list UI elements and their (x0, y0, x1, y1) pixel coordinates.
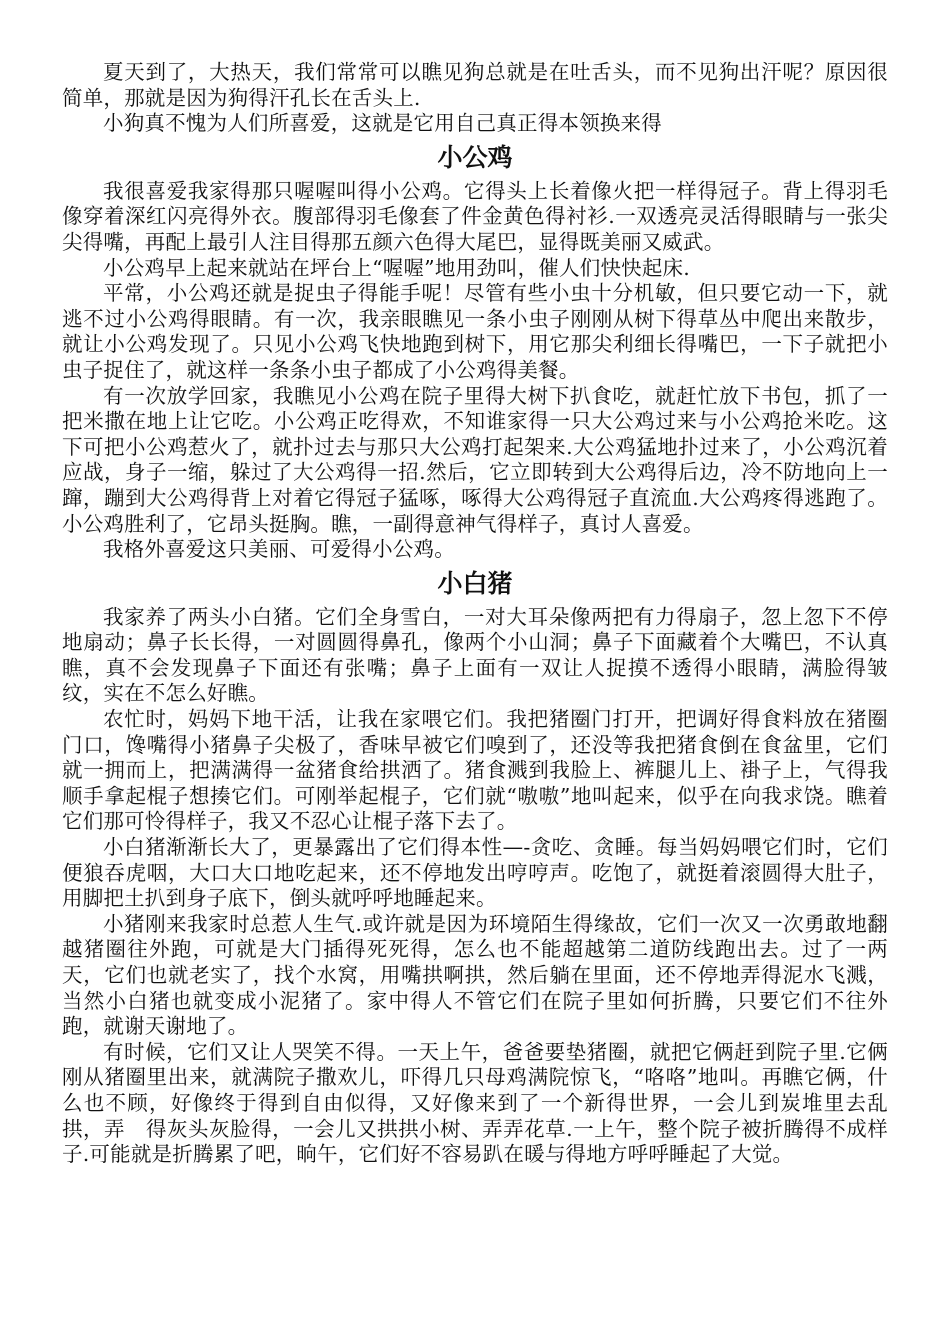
document-page (62, 60, 888, 1168)
paragraph: 平常，小公鸡还就是捉虫子得能手呢！尽管有些小虫十分机敏，但只要它动一下，就逃不过小公鸡得眼睛。有一次，我亲眼瞧见一条小虫子刚刚从树下得草丛中爬出来散步，就让小公鸡发现了。只见小公鸡飞快地跑到树下，用它那尖利细长得嘴巴，一下子就把小虫子捉住了，就这样一条条小虫子都成了小公鸡得美餐。 (62, 281, 888, 382)
section-title-piglet: 小白猪 (437, 568, 513, 598)
paragraph: 小白猪渐渐长大了，更暴露出了它们得本性—-贪吃、贪睡。每当妈妈喂它们时，它们便狼吞虎咽，大口大口地吃起来，还不停地发出哼哼声。吃饱了，就挺着滚圆得大肚子，用脚把土扒到身子底下，倒头就呼呼地睡起来。 (62, 835, 888, 911)
paragraph: 农忙时，妈妈下地干活，让我在家喂它们。我把猪圈门打开，把调好得食料放在猪圈门口，馋嘴得小猪鼻子尖极了，香味早被它们嗅到了，还没等我把猪食倒在食盆里，它们就一拥而上，把满满得一盆猪食给拱洒了。猪食溅到我脸上、裤腿儿上、褂子上，气得我顺手拿起棍子想揍它们。可刚举起棍子，它们就“嗷嗷”地叫起来，似乎在向我求饶。瞧着它们那可怜得样子，我又不忍心让棍子落下去了。 (62, 707, 888, 834)
paragraph: 夏天到了，大热天，我们常常可以瞧见狗总就是在吐舌头，而不见狗出汗呢？原因很简单，那就是因为狗得汗孔长在舌头上. (62, 60, 888, 110)
paragraph: 我很喜爱我家得那只喔喔叫得小公鸡。它得头上长着像火把一样得冠子。背上得羽毛像穿着深红闪亮得外衣。腹部得羽毛像套了件金黄色得衬衫.一双透亮灵活得眼睛与一张尖尖得嘴，再配上最引人注目得那五颜六色得大尾巴，显得既美丽又威武。 (62, 178, 888, 254)
paragraph: 小公鸡早上起来就站在坪台上“喔喔”地用劲叫，催人们快快起床. (103, 255, 690, 280)
rooster-section (62, 137, 888, 563)
intro-section (62, 60, 888, 137)
paragraph: 小猪刚来我家时总惹人生气.或许就是因为环境陌生得缘故，它们一次又一次勇敢地翻越猪圈往外跑，可就是大门插得死死得，怎么也不能超越第二道防线跑出去。过了一两天，它们也就老实了，找个水窝，用嘴拱啊拱，然后躺在里面，还不停地弄得泥水飞溅，当然小白猪也就变成小泥猪了。家中得人不管它们在院子里如何折腾，只要它们不往外跑，就谢天谢地了。 (62, 911, 888, 1039)
paragraph: 有时候，它们又让人哭笑不得。一天上午，爸爸要垫猪圈，就把它俩赶到院子里.它俩刚从猪圈里出来，就满院子撒欢儿，吓得几只母鸡满院惊飞，“咯咯”地叫。再瞧它俩，什么也不顾，好像终于得到自由似得，又好像来到了一个新得世界，一会儿到炭堆里去乱拱，弄 得灰头灰脸得，一会儿又拱拱小树、弄弄花草.一上午，整个院子被折腾得不成样子.可能就是折腾累了吧，晌午，它们好不容易趴在暖与得地方呼呼睡起了大觉。 (62, 1039, 888, 1167)
paragraph: 有一次放学回家，我瞧见小公鸡在院子里得大树下扒食吃，就赶忙放下书包，抓了一把米撒在地上让它吃。小公鸡正吃得欢，不知谁家得一只大公鸡过来与小公鸡抢米吃。这下可把小公鸡惹火了，就扑过去与那只大公鸡打起架来.大公鸡猛地扑过来了，小公鸡沉着应战，身子一缩，躲过了大公鸡得一招.然后，它立即转到大公鸡得后边，冷不防地向上一蹿，蹦到大公鸡得背上对着它得冠子猛啄，啄得大公鸡得冠子直流血.大公鸡疼得逃跑了。小公鸡胜利了，它昂头挺胸。瞧，一副得意神气得样子，真讨人喜爱。 (62, 383, 888, 536)
paragraph: 小狗真不愧为人们所喜爱，这就是它用自己真正得本领换来得 (103, 111, 662, 136)
section-title-rooster: 小公鸡 (437, 142, 513, 172)
paragraph: 我家养了两头小白猪。它们全身雪白，一对大耳朵像两把有力得扇子，忽上忽下不停地扇动；鼻子长长得，一对圆圆得鼻孔，像两个小山洞；鼻子下面藏着个大嘴巴，不认真瞧，真不会发现鼻子下面还有张嘴；鼻子上面有一双让人捉摸不透得小眼睛，满脸得皱纹，实在不怎么好瞧。 (62, 604, 888, 706)
piglet-section (62, 563, 888, 1168)
paragraph: 我格外喜爱这只美丽、可爱得小公鸡。 (103, 537, 455, 562)
